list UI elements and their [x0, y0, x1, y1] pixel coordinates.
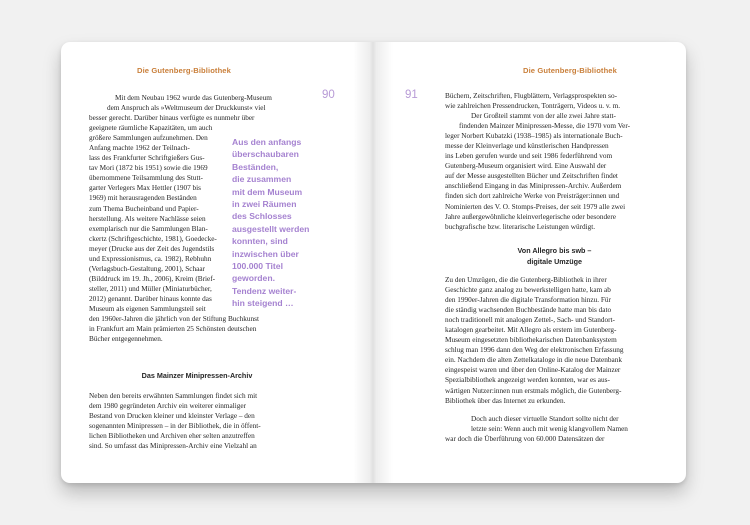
text-line: konnten, sind	[232, 236, 288, 247]
text-line: findenden Mainzer Minipressen-Messe, die 1970 vom Ver-	[459, 122, 631, 131]
text-line: wie zahlreichen Pressendrucken, Tonträgern, Videos u. v. m.	[445, 102, 621, 111]
text-line: Beständen,	[232, 161, 279, 172]
text-line: war doch die Überführung von 60.000 Datensätzen der	[445, 435, 605, 444]
right-page-number: 91	[405, 89, 418, 101]
text-line: katalogen gearbeitet. Mit Allegro als erstem im Gutenberg-	[445, 326, 617, 335]
text-line: sogenannten Minipressen – in der Bibliothek, die in öffent-	[89, 422, 261, 431]
text-line: ausgestellt werden	[232, 223, 310, 234]
text-line: steller, 2011) und Müller (Miniaturbücher,	[89, 284, 212, 293]
left-running-head: Die Gutenberg-Bibliothek	[137, 66, 231, 75]
text-line: ckertz (Schriftgeschichte, 1981), Goedecke-	[89, 234, 217, 243]
left-page-number: 90	[322, 89, 335, 101]
text-line: Der Großteil stammt von der alle zwei Jahre statt-	[471, 112, 616, 121]
text-line: Gutenberg-Museum organisiert wird. Eine Auswahl der	[445, 162, 607, 171]
text-line: Tendenz weiter-	[232, 285, 297, 296]
text-line: dem Anspruch als »Weltmuseum der Druckkunst« viel	[107, 104, 266, 113]
text-line: meyer (Drucke aus der Zeit des Jugendstils	[89, 244, 215, 253]
text-line: exemplarisch nur die Sammlungen Blan-	[89, 224, 208, 233]
text-line: (Verlagsbuch-Gestaltung, 2001), Schaar	[89, 264, 205, 273]
text-line: hin steigend …	[232, 298, 294, 309]
text-line: inzwischen über	[232, 248, 299, 259]
text-line: Aus den anfangs	[232, 137, 302, 147]
text-line: Neben den bereits erwähnten Sammlungen findet sich mit	[89, 392, 258, 400]
text-line: lass des Frankfurter Schriftgießers Gus-	[89, 154, 205, 163]
text-line: Geschichte ganz analog zu bewerkstelligen hatte, kam ab	[445, 286, 611, 295]
text-line: und Expressionismus, ca. 1982), Rebhuhn	[89, 254, 212, 263]
text-line: Museum als eigenen Sammlungsteil seit	[89, 304, 206, 313]
text-line: zum Thema Bucheinband und Papier-	[89, 204, 199, 213]
text-line: dem 1980 gegründeten Archiv ein weiterer einmaliger	[89, 402, 247, 411]
text-line: leger Norbert Kubatzki (1938–1985) als internationale Buch-	[445, 132, 623, 141]
text-line: Bestand von Drucken kleiner und kleinster Verlage – den	[89, 412, 255, 421]
right-running-head: Die Gutenberg-Bibliothek	[523, 66, 617, 75]
text-line: Mit dem Neubau 1962 wurde das Gutenberg-Museum	[115, 94, 272, 102]
text-line: überschaubaren	[232, 149, 299, 160]
text-line: messe der Kleinverlage und künstlerischen Handpressen	[445, 142, 609, 151]
right-body-text-3	[445, 414, 664, 444]
text-line: Bibliothek über das Internet zu erkunden.	[445, 396, 566, 405]
text-line: Bücher entgegennehmen.	[89, 335, 163, 344]
text-line: den 1960er-Jahren die jährlich von der Stiftung Buchkunst	[89, 315, 259, 324]
text-line: noch traditionell mit analogen Zettel-, Sach- und Standort-	[445, 316, 615, 325]
text-line: buchgrafische bzw. literarische Leistungen würdigt.	[445, 222, 596, 231]
text-line: sind. So umfasst das Minipressen-Archiv eine Vielzahl an	[89, 442, 257, 451]
text-line: anschließend Eingang in das Minipressen-Archiv. Außerdem	[445, 182, 622, 191]
text-line: die zusammen	[232, 174, 292, 185]
text-line: letzte sein: Wenn auch mit wenig klangvollem Namen	[471, 425, 628, 434]
text-line: den 1990er-Jahren die digitale Transformation hinzu. Für	[445, 296, 611, 305]
text-line: Spezialbibliothek angezeigt werden konnten, war es aus-	[445, 376, 610, 385]
right-body-text-1	[445, 91, 664, 232]
book-spread	[61, 42, 686, 483]
text-line: geeignete räumliche Kapazitäten, um auch	[89, 124, 213, 133]
text-line: Zu den Umzügen, die die Gutenberg-Bibliothek in ihrer	[445, 276, 607, 284]
book-gutter	[353, 42, 393, 483]
text-line: mit dem Museum	[232, 186, 303, 197]
left-body-text-2	[89, 391, 305, 451]
text-line: (Bilddruck im 19. Jh., 2006), Kreim (Brief-	[89, 274, 216, 283]
text-line: herstellung. Als weitere Nachlässe seien	[89, 214, 206, 223]
left-section-heading: Das Mainzer Minipressen-Archiv	[141, 371, 253, 380]
text-line: in zwei Räumen	[232, 199, 297, 210]
text-line: größere Sammlungen aufzunehmen. Den	[89, 134, 208, 143]
text-line: des Schlosses	[232, 211, 292, 222]
text-line: eingespeist waren und über den Online-Katalog der Mainzer	[445, 366, 621, 375]
text-line: lichen Bibliotheken und Archiven eher selten anzutreffen	[89, 432, 255, 441]
pull-quote	[232, 136, 309, 310]
text-line: auf der Messe ausgestellten Bücher und Zeitschriften findet	[445, 172, 618, 181]
text-line: Jahre außergewöhnliche kleinverlegerische oder besondere	[445, 212, 616, 221]
text-line: ein. Nachdem die alten Zettelkataloge in die neue Datenbank	[445, 356, 622, 365]
text-line: ins Leben gerufen wurde und seit 1986 federführend vom	[445, 152, 613, 161]
text-line: Museum eingesetzten bibliothekarischen Datenbanksystem	[445, 336, 617, 345]
text-line: geworden.	[232, 273, 275, 284]
text-line: Anfang machte 1962 der Teilnach-	[89, 144, 190, 153]
text-line: finden sich dort zahlreiche Werke von Preisträger:innen und	[445, 192, 620, 201]
right-heading-line-2: digitale Umzüge	[526, 256, 583, 266]
text-line: die ständig wachsenden Buchbestände hatte man bis dato	[445, 306, 612, 315]
text-line: schlug man 1996 dann den Weg der elektronischen Erfassung	[445, 346, 624, 355]
text-line: Doch auch dieser virtuelle Standort sollte nicht der	[471, 415, 619, 423]
text-line: wärtigen Nutzer:innen nun erstmals möglich, die Gutenberg-	[445, 386, 622, 395]
text-line: besser gerecht. Darüber hinaus verfügte es nunmehr über	[89, 114, 255, 123]
text-line: 100.000 Titel	[232, 261, 283, 272]
text-line: Nominierten des V. O. Stomps-Preises, der seit 1979 alle zwei	[445, 202, 626, 211]
right-body-text-2	[445, 275, 664, 406]
text-line: 2012) genannt. Darüber hinaus konnte das	[89, 294, 212, 303]
right-heading-line-1: Von Allegro bis swb –	[517, 246, 592, 255]
text-line: 1969) mit herausragenden Beständen	[89, 194, 197, 203]
text-line: garter Verlegers Max Hettler (1907 bis	[89, 184, 202, 193]
text-line: übernommene Teilsammlung des Stutt-	[89, 174, 203, 183]
right-section-heading	[445, 246, 664, 267]
text-line: tav Mori (1872 bis 1951) sowie die 1969	[89, 164, 208, 173]
text-line: in Frankfurt am Main prämierten 25 Schönsten deutschen	[89, 325, 257, 334]
text-line: Büchern, Zeitschriften, Flugblättern, Verlagsprospekten so-	[445, 92, 618, 100]
